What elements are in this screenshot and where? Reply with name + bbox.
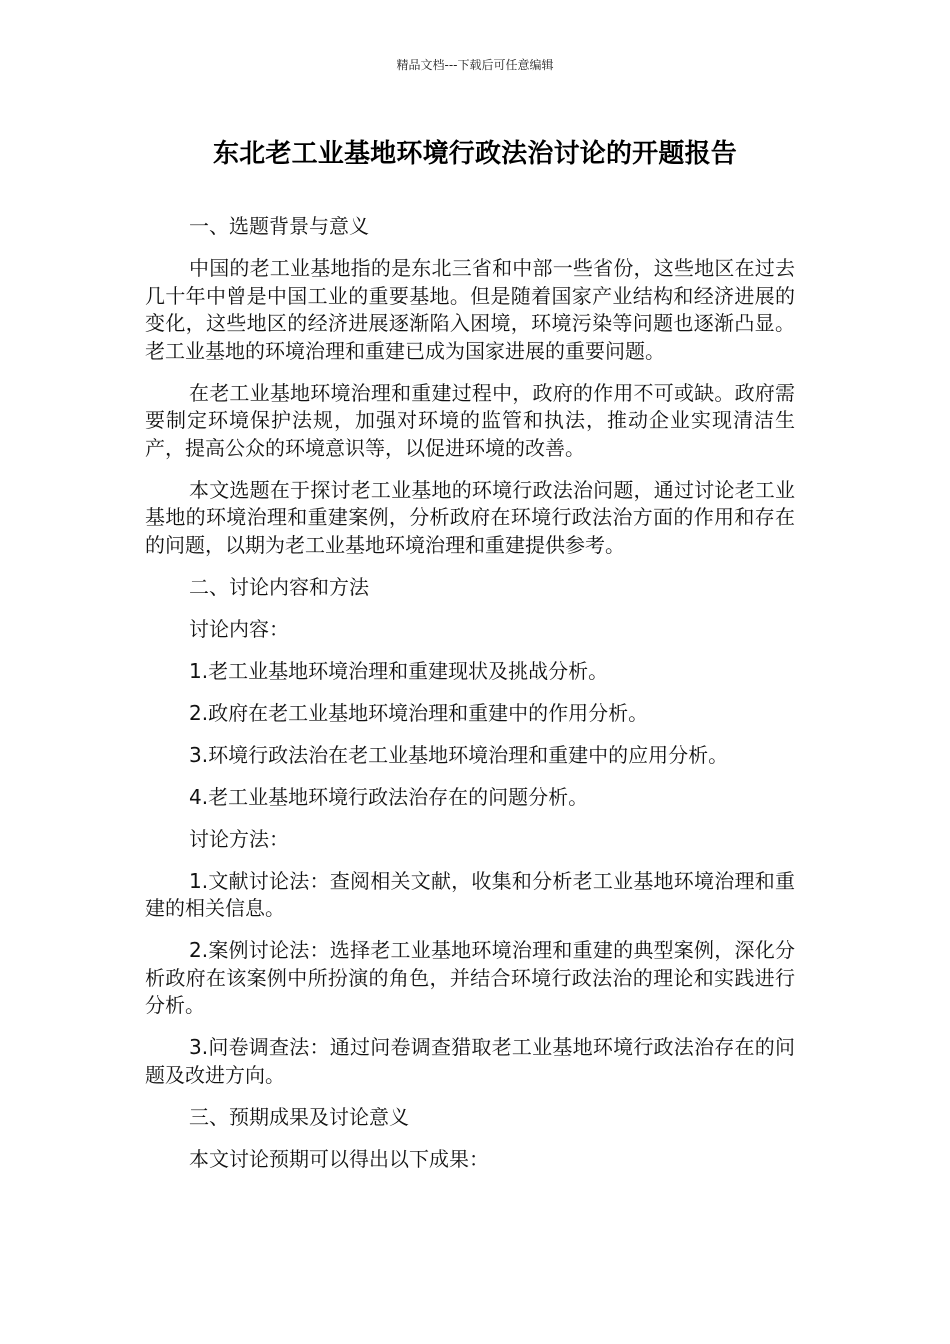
section-heading-1: 一、选题背景与意义: [189, 214, 369, 238]
list-item-content-3: 3.环境行政法治在老工业基地环境治理和重建中的应用分析。: [189, 742, 729, 767]
list-item-content-4: 4.老工业基地环境行政法治存在的问题分析。: [189, 784, 589, 809]
subheading-methods: 讨论方法：: [189, 826, 289, 851]
paragraph-background-3: 本文选题在于探讨老工业基地的环境行政法治问题，通过讨论老工业基地的环境治理和重建案例，分析政府在环境行政法治方面的作用和存在的问题，以期为老工业基地环境治理和重建提供参考。: [145, 477, 795, 557]
section-heading-2: 二、讨论内容和方法: [189, 574, 369, 599]
header-note: 精品文档---下载后可任意编辑: [396, 58, 554, 72]
paragraph-background-1: 中国的老工业基地指的是东北三省和中部一些省份，这些地区在过去几十年中曾是中国工业的重要基地。但是随着国家产业结构和经济进展的变化，这些地区的经济进展逐渐陷入困境，环境污染等问题也逐渐凸显。老工业基地的环境治理和重建已成为国家进展的重要问题。: [145, 256, 795, 363]
document-body: [145, 213, 795, 1173]
document-title: 东北老工业基地环境行政法治讨论的开题报告: [212, 139, 737, 169]
list-item-method-2: 2.案例讨论法：选择老工业基地环境治理和重建的典型案例，深化分析政府在该案例中所扮演的角色，并结合环境行政法治的理论和实践进行分析。: [145, 938, 795, 1017]
list-item-method-1: 1.文献讨论法：查阅相关文献，收集和分析老工业基地环境治理和重建的相关信息。: [145, 868, 795, 920]
section-heading-3: 三、预期成果及讨论意义: [189, 1104, 409, 1129]
list-item-method-3: 3.问卷调查法：通过问卷调查猎取老工业基地环境行政法治存在的问题及改进方向。: [145, 1035, 795, 1087]
paragraph-background-2: 在老工业基地环境治理和重建过程中，政府的作用不可或缺。政府需要制定环境保护法规，加强对环境的监管和执法，推动企业实现清洁生产，提高公众的环境意识等，以促进环境的改善。: [145, 380, 795, 460]
list-item-content-1: 1.老工业基地环境治理和重建现状及挑战分析。: [189, 658, 609, 683]
subheading-content: 讨论内容：: [189, 616, 289, 641]
list-item-content-2: 2.政府在老工业基地环境治理和重建中的作用分析。: [189, 700, 649, 725]
paragraph-expected-results: 本文讨论预期可以得出以下成果：: [189, 1146, 489, 1171]
